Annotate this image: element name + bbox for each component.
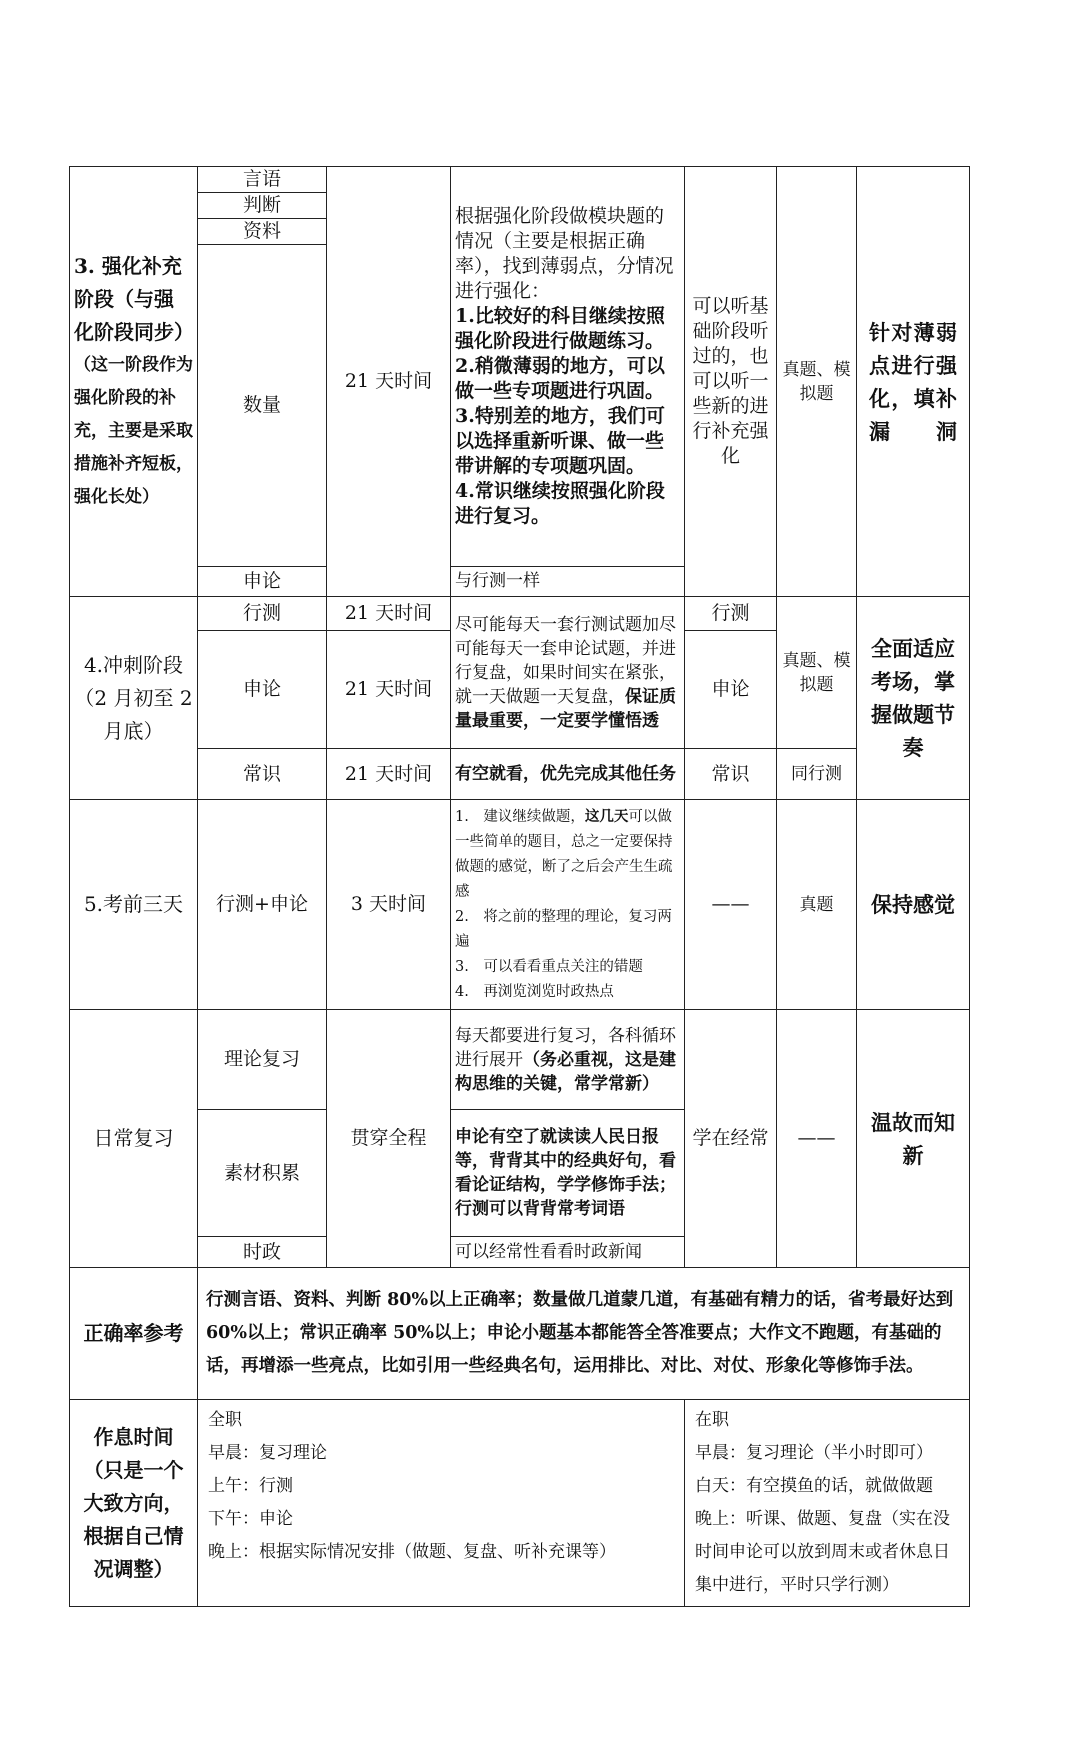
stage4-time-xingce: 21 天时间 xyxy=(327,597,451,631)
stage3-goal: 针对薄弱点进行强化，填补漏洞 xyxy=(857,167,970,597)
schedule-employed-morning: 早晨：复习理论（半小时即可） xyxy=(695,1443,933,1463)
stage3-sub-shenlun: 申论 xyxy=(198,567,327,597)
stage5-description xyxy=(451,800,685,1010)
schedule-employed-head: 在职 xyxy=(695,1410,729,1430)
daily-listen: 学在经常 xyxy=(685,1010,777,1268)
schedule-employed xyxy=(685,1400,970,1607)
stage3-description xyxy=(451,167,685,567)
schedule-fulltime xyxy=(198,1400,685,1607)
daily-sub-shizheng: 时政 xyxy=(198,1237,327,1268)
stage5-listen: —— xyxy=(685,800,777,1010)
daily-time: 贯穿全程 xyxy=(327,1010,451,1268)
stage3-title-main: 3. 强化补充阶段（与强化阶段同步） xyxy=(74,253,194,344)
stage4-title: 4.冲刺阶段（2 月初至 2 月底） xyxy=(70,597,198,800)
stage4-time-changshi: 21 天时间 xyxy=(327,749,451,800)
stage4-goal: 全面适应考场，掌握做题节奏 xyxy=(857,597,970,800)
stage4-desc-changshi: 有空就看，优先完成其他任务 xyxy=(451,749,685,800)
stage4-desc-b: 保证质量最重要，一定要学懂悟透 xyxy=(455,686,676,731)
daily-desc-sucai: 申论有空了就读读人民日报等，背背其中的经典好句，看看论证结构，学学修饰手法；行测可以背背常考词语 xyxy=(451,1110,685,1237)
stage4-time-shenlun: 21 天时间 xyxy=(327,631,451,749)
stage3-material: 真题、模拟题 xyxy=(777,167,857,597)
study-plan-document xyxy=(69,166,969,1607)
schedule-employed-evening: 晚上：听课、做题、复盘（实在没时间申论可以放到周末或者休息日集中进行，平时只学行测） xyxy=(695,1509,950,1595)
daily-sub-sucai: 素材积累 xyxy=(198,1110,327,1237)
stage3-listen: 可以听基础阶段听过的，也可以听一些新的进行补充强化 xyxy=(685,167,777,597)
schedule-fulltime-afternoon: 下午：申论 xyxy=(208,1509,293,1529)
accuracy-label: 正确率参考 xyxy=(70,1268,198,1400)
stage3-time: 21 天时间 xyxy=(327,167,451,597)
schedule-fulltime-head: 全职 xyxy=(208,1410,242,1430)
stage5-title: 5.考前三天 xyxy=(70,800,198,1010)
schedule-fulltime-evening: 晚上：根据实际情况安排（做题、复盘、听补充课等） xyxy=(208,1542,616,1562)
daily-sub-lilun: 理论复习 xyxy=(198,1010,327,1110)
stage4-description xyxy=(451,597,685,749)
schedule-employed-daytime: 白天：有空摸鱼的话，就做做题 xyxy=(695,1476,933,1496)
schedule-fulltime-forenoon: 上午：行测 xyxy=(208,1476,293,1496)
stage5-time: 3 天时间 xyxy=(327,800,451,1010)
stage5-sub: 行测+申论 xyxy=(198,800,327,1010)
stage5-goal: 保持感觉 xyxy=(857,800,970,1010)
stage5-item-2: 2. 将之前的整理的理论，复习两遍 xyxy=(455,909,672,950)
stage3-sub-yanyu: 言语 xyxy=(198,167,327,193)
schedule-fulltime-morning: 早晨：复习理论 xyxy=(208,1443,327,1463)
stage3-sub-panduan: 判断 xyxy=(198,193,327,219)
stage3-desc-2: 2.稍微薄弱的地方，可以做一些专项题进行巩固。 xyxy=(455,355,665,402)
schedule-label: 作息时间（只是一个大致方向，根据自己情况调整） xyxy=(70,1400,198,1607)
daily-material: —— xyxy=(777,1010,857,1268)
daily-desc-lilun: 每天都要进行复习，各科循环进行展开（务必重视，这是建构思维的关键，常学常新） xyxy=(451,1010,685,1110)
stage4-listen-shenlun: 申论 xyxy=(685,631,777,749)
daily-title: 日常复习 xyxy=(70,1010,198,1268)
stage3-desc-3: 3.特别差的地方，我们可以选择重新听课、做一些带讲解的专项题巩固。 xyxy=(455,405,665,477)
accuracy-text: 行测言语、资料、判断 80%以上正确率；数量做几道蒙几道，有基础有精力的话，省考最好达到 60%以上；常识正确率 50%以上；申论小题基本都能答全答准要点；大作文不跑题，有基础的话，再增添一些亮点，比如引用一些经典名句，运用排比、对比、对仗、形象化等修饰手法。 xyxy=(198,1268,970,1400)
stage3-desc-1: 1.比较好的科目继续按照强化阶段进行做题练习。 xyxy=(455,305,665,352)
stage4-material: 真题、模拟题 xyxy=(777,597,857,749)
daily-desc-shizheng: 可以经常性看看时政新闻 xyxy=(451,1237,685,1268)
stage3-sub-shuliang: 数量 xyxy=(198,245,327,567)
stage4-sub-xingce: 行测 xyxy=(198,597,327,631)
stage3-sub-ziliao: 资料 xyxy=(198,219,327,245)
stage4-sub-shenlun: 申论 xyxy=(198,631,327,749)
stage4-material-changshi: 同行测 xyxy=(777,749,857,800)
stage5-item-1: 1. 建议继续做题，这几天可以做一些简单的题目，总之一定要保持做题的感觉，断了之后会产生生疏感 xyxy=(455,808,673,900)
stage5-item-4: 4. 再浏览浏览时政热点 xyxy=(455,984,614,1000)
stage5-material: 真题 xyxy=(777,800,857,1010)
stage3-desc-shenlun: 与行测一样 xyxy=(451,567,685,597)
study-plan-table xyxy=(69,166,970,1607)
stage3-title xyxy=(70,167,198,597)
stage5-item-3: 3. 可以看看重点关注的错题 xyxy=(455,959,643,975)
daily-goal: 温故而知新 xyxy=(857,1010,970,1268)
stage4-listen-xingce: 行测 xyxy=(685,597,777,631)
stage4-listen-changshi: 常识 xyxy=(685,749,777,800)
stage3-desc-4: 4.常识继续按照强化阶段进行复习。 xyxy=(455,480,665,527)
stage3-title-note: （这一阶段作为强化阶段的补充，主要是采取措施补齐短板，强化长处） xyxy=(74,354,193,507)
stage4-sub-changshi: 常识 xyxy=(198,749,327,800)
stage3-desc-intro: 根据强化阶段做模块题的情况（主要是根据正确率），找到薄弱点，分情况进行强化： xyxy=(455,205,674,302)
stage4-desc-a: 尽可能每天一套行测试题加尽可能每天一套申论试题，并进行复盘，如果时间实在紧张，就一天做题一天复盘， xyxy=(455,614,676,707)
